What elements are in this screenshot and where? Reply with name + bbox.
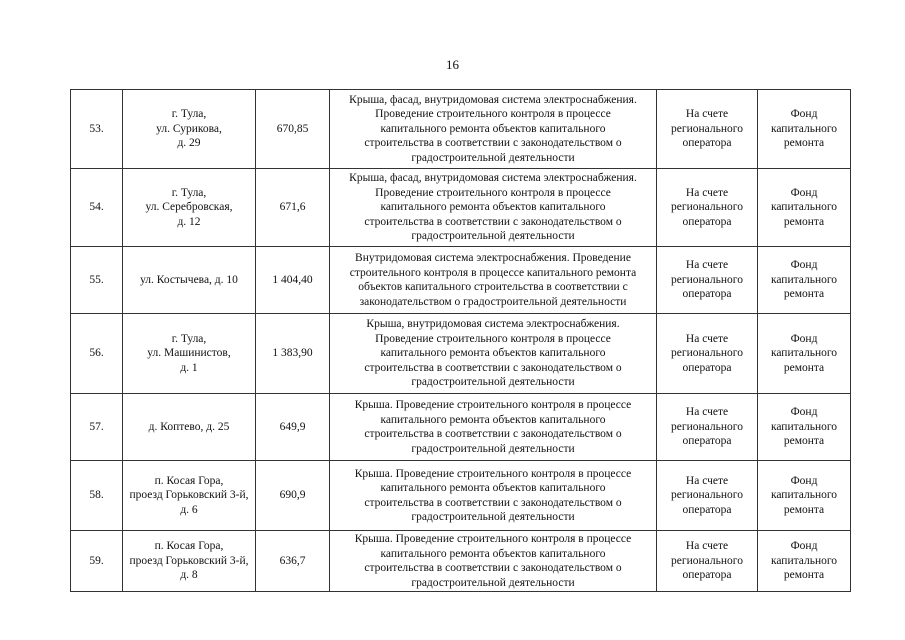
work-description-cell-line: градостроительной деятельности — [411, 511, 575, 523]
funding-source-cell-line: капитального — [770, 489, 838, 502]
work-description-cell-line: Проведение строительного контроля в процессе — [375, 108, 611, 121]
address-cell — [123, 394, 256, 461]
table-row — [71, 394, 851, 461]
funding-source-cell-line: Фонд — [790, 406, 818, 419]
funding-source-cell-line: Фонд — [790, 259, 818, 272]
account-cell-line: На счете — [685, 332, 729, 345]
address-cell — [123, 531, 256, 592]
work-description-cell — [330, 169, 657, 247]
work-description-cell-line: Проведение строительного контроля в процессе — [375, 332, 611, 345]
work-description-cell-line: Крыша, фасад, внутридомовая система электроснабжения. — [349, 172, 637, 185]
account-cell — [657, 314, 758, 394]
address-cell-line: г. Тула, — [171, 332, 207, 345]
area-cell: 670,85 — [256, 90, 330, 169]
work-description-cell — [330, 461, 657, 531]
address-cell-line: г. Тула, — [171, 186, 207, 199]
address-cell-line: г. Тула, — [171, 108, 207, 121]
address-cell-line: ул. Серебровская, — [145, 201, 233, 214]
funding-source-cell-line: капитального — [770, 347, 838, 360]
funding-source-cell — [758, 169, 851, 247]
account-cell — [657, 531, 758, 592]
funding-source-cell-line: ремонта — [783, 137, 825, 150]
account-cell — [657, 247, 758, 314]
row-number: 55. — [71, 247, 123, 314]
work-description-cell-line: градостроительной деятельности — [411, 230, 575, 243]
work-description-cell-line: Проведение строительного контроля в процессе — [375, 186, 611, 199]
account-cell-line: На счете — [685, 406, 729, 419]
funding-source-cell-line: ремонта — [783, 503, 825, 516]
account-cell-line: оператора — [682, 215, 732, 228]
account-cell-line: На счете — [685, 186, 729, 199]
work-description-cell-line: капитального ремонта объектов капитального — [380, 122, 606, 135]
account-cell-line: регионального — [671, 201, 743, 214]
address-cell-line: проезд Горьковский 3-й, — [129, 489, 249, 502]
row-number: 56. — [71, 314, 123, 394]
table-row — [71, 314, 851, 394]
address-cell-line: п. Косая Гора, — [154, 474, 224, 487]
account-cell-line: регионального — [671, 273, 743, 286]
funding-source-cell-line: капитального — [770, 420, 838, 433]
funding-source-cell-line: ремонта — [783, 435, 825, 448]
funding-source-cell — [758, 314, 851, 394]
area-cell: 1 404,40 — [256, 247, 330, 314]
address-cell-line: д. Коптево, д. 25 — [148, 420, 230, 433]
funding-source-cell-line: капитального — [770, 273, 838, 286]
work-description-cell — [330, 314, 657, 394]
funding-source-cell-line: ремонта — [783, 361, 825, 374]
area-cell: 649,9 — [256, 394, 330, 461]
work-description-cell-line: градостроительной деятельности — [411, 576, 575, 589]
address-cell-line: д. 29 — [177, 137, 201, 150]
funding-source-cell — [758, 247, 851, 314]
address-cell-line: д. 12 — [177, 215, 201, 228]
row-number: 57. — [71, 394, 123, 461]
address-cell — [123, 90, 256, 169]
work-description-cell-line: капитального ремонта объектов капитального — [380, 413, 606, 426]
table-row — [71, 169, 851, 247]
account-cell-line: оператора — [682, 361, 732, 374]
account-cell-line: На счете — [685, 259, 729, 272]
work-description-cell-line: градостроительной деятельности — [411, 376, 575, 389]
work-description-cell-line: законодательством о градостроительной деятельности — [359, 295, 627, 308]
address-cell-line: д. 8 — [180, 569, 198, 582]
work-description-cell-line: капитального ремонта объектов капитального — [380, 547, 606, 560]
account-cell-line: регионального — [671, 347, 743, 360]
work-description-cell — [330, 247, 657, 314]
work-description-cell-line: капитального ремонта объектов капитального — [380, 201, 606, 214]
row-number: 54. — [71, 169, 123, 247]
address-cell-line: проезд Горьковский 3-й, — [129, 554, 249, 567]
work-description-cell-line: строительства в соответствии с законодательством о — [364, 361, 622, 374]
address-cell-line: п. Косая Гора, — [154, 540, 224, 553]
table-row — [71, 247, 851, 314]
work-description-cell-line: объектов капитального строительства в соответствии с — [358, 281, 628, 293]
work-description-cell-line: Крыша, внутридомовая система электроснабжения. — [366, 318, 620, 331]
account-cell-line: оператора — [682, 288, 732, 301]
address-cell — [123, 247, 256, 314]
work-description-cell-line: Крыша, фасад, внутридомовая система электроснабжения. — [349, 93, 637, 106]
area-cell: 636,7 — [256, 531, 330, 592]
funding-source-cell — [758, 461, 851, 531]
table-body — [71, 90, 851, 592]
area-cell: 671,6 — [256, 169, 330, 247]
funding-source-cell-line: ремонта — [783, 288, 825, 301]
address-cell-line: ул. Костычева, д. 10 — [140, 273, 238, 286]
table-row — [71, 531, 851, 592]
account-cell-line: оператора — [682, 569, 732, 582]
work-description-cell-line: градостроительной деятельности — [411, 442, 575, 455]
account-cell-line: регионального — [671, 554, 743, 567]
address-cell — [123, 461, 256, 531]
account-cell — [657, 394, 758, 461]
funding-source-cell-line: Фонд — [790, 332, 818, 345]
area-cell: 690,9 — [256, 461, 330, 531]
account-cell — [657, 461, 758, 531]
account-cell-line: регионального — [671, 122, 743, 135]
address-cell — [123, 169, 256, 247]
funding-source-cell-line: Фонд — [790, 186, 818, 199]
work-description-cell-line: капитального ремонта объектов капитального — [380, 347, 606, 360]
address-cell-line: д. 1 — [180, 361, 198, 374]
address-cell-line: д. 6 — [180, 503, 198, 516]
work-description-cell-line: Крыша. Проведение строительного контроля в процессе — [354, 399, 632, 411]
address-cell-line: ул. Машинистов, — [147, 347, 231, 360]
funding-source-cell-line: ремонта — [783, 215, 825, 228]
funding-source-cell-line: капитального — [770, 554, 838, 567]
row-number: 58. — [71, 461, 123, 531]
account-cell-line: оператора — [682, 137, 732, 150]
account-cell-line: На счете — [685, 474, 729, 487]
table-row — [71, 90, 851, 169]
address-cell-line: ул. Сурикова, — [156, 122, 222, 135]
funding-source-cell-line: Фонд — [790, 474, 818, 487]
funding-source-cell-line: ремонта — [783, 569, 825, 582]
work-description-cell-line: строительства в соответствии с законодательством о — [364, 562, 622, 574]
funding-source-cell-line: капитального — [770, 201, 838, 214]
account-cell — [657, 90, 758, 169]
work-description-cell-line: капитального ремонта объектов капитального — [380, 482, 606, 494]
work-description-cell-line: строительства в соответствии с законодательством о — [364, 137, 622, 150]
account-cell-line: оператора — [682, 503, 732, 516]
work-description-cell — [330, 394, 657, 461]
repair-program-table — [70, 89, 851, 592]
funding-source-cell-line: Фонд — [790, 108, 818, 121]
table-row — [71, 461, 851, 531]
work-description-cell — [330, 90, 657, 169]
work-description-cell-line: строительства в соответствии с законодательством о — [364, 215, 622, 228]
work-description-cell-line: строительного контроля в процессе капитального ремонта — [349, 266, 637, 279]
account-cell-line: На счете — [685, 540, 729, 553]
account-cell-line: оператора — [682, 435, 732, 448]
funding-source-cell — [758, 394, 851, 461]
work-description-cell-line: Внутридомовая система электроснабжения. Проведение — [355, 252, 631, 264]
area-cell: 1 383,90 — [256, 314, 330, 394]
funding-source-cell-line: Фонд — [790, 540, 818, 553]
work-description-cell-line: градостроительной деятельности — [411, 151, 575, 164]
work-description-cell-line: Крыша. Проведение строительного контроля в процессе — [354, 533, 632, 545]
work-description-cell-line: строительства в соответствии с законодательством о — [364, 428, 622, 440]
page-number: 16 — [446, 57, 459, 72]
account-cell-line: регионального — [671, 420, 743, 433]
account-cell-line: регионального — [671, 489, 743, 502]
row-number: 59. — [71, 531, 123, 592]
account-cell-line: На счете — [685, 108, 729, 121]
row-number: 53. — [71, 90, 123, 169]
funding-source-cell-line: капитального — [770, 122, 838, 135]
address-cell — [123, 314, 256, 394]
funding-source-cell — [758, 531, 851, 592]
work-description-cell — [330, 531, 657, 592]
work-description-cell-line: строительства в соответствии с законодательством о — [364, 496, 622, 509]
funding-source-cell — [758, 90, 851, 169]
work-description-cell-line: Крыша. Проведение строительного контроля в процессе — [354, 467, 632, 480]
account-cell — [657, 169, 758, 247]
